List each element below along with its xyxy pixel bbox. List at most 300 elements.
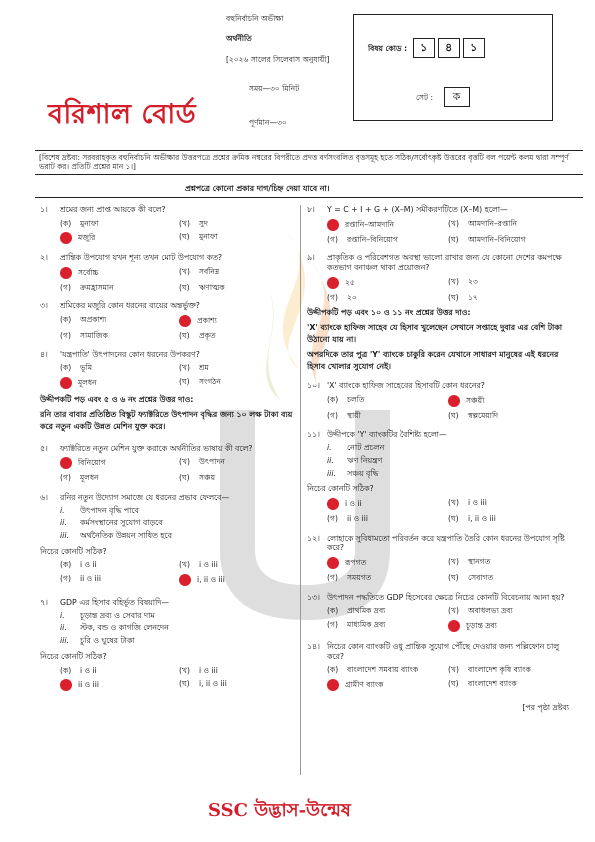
- question-block: [40, 253, 298, 292]
- board-title: বরিশাল বোর্ড: [48, 99, 197, 130]
- option-letter: (ঘ): [448, 234, 459, 244]
- option-letter: (গ): [60, 331, 71, 341]
- statement-item: [307, 456, 569, 466]
- answer-option[interactable]: [448, 219, 569, 231]
- question-7: [40, 598, 298, 691]
- option-text: মূলধন: [78, 377, 97, 387]
- header-divider: [35, 197, 583, 198]
- option-letter: (গ): [327, 410, 338, 420]
- question-stem: [40, 444, 298, 454]
- answer-option[interactable]: [448, 679, 569, 691]
- answer-option[interactable]: [60, 560, 179, 569]
- question-number: ৩।: [40, 301, 48, 311]
- statement-text: সঞ্চয় বৃদ্ধি: [347, 468, 379, 478]
- answer-option[interactable]: [60, 331, 179, 340]
- option-text: ii ও iii: [347, 514, 368, 524]
- option-text: ১৭: [468, 292, 478, 302]
- answer-option[interactable]: [327, 498, 448, 510]
- question-number: ৮।: [307, 205, 315, 214]
- question-text: ফ্যাক্টরিতে নতুন মেশিন যুক্ত করাকে অর্থনীতির ভাষায় কী বলে?: [60, 443, 253, 453]
- answer-marked-icon: [327, 557, 339, 569]
- question-stem: [40, 205, 298, 215]
- question-block: [307, 253, 569, 302]
- option-text: অপ্রকাশ্য: [80, 315, 107, 325]
- answer-option[interactable]: [60, 219, 179, 228]
- option-letter: (ক): [60, 363, 72, 373]
- statement-item: [40, 636, 298, 646]
- option-letter: (খ): [179, 218, 190, 228]
- option-text: বাংলাদেশ ব্যাংক: [468, 678, 517, 688]
- question-number: ২।: [40, 253, 48, 263]
- questions-1-4: [40, 205, 298, 389]
- question-prompt: নিচের কোনটি সঠিক?: [40, 651, 107, 661]
- answer-option[interactable]: [448, 557, 569, 569]
- answer-option[interactable]: [327, 557, 448, 569]
- question-number: ৯।: [307, 253, 315, 263]
- option-letter: (খ): [448, 557, 459, 567]
- option-letter: (ঘ): [179, 232, 190, 242]
- question-number: ৭।: [40, 597, 48, 607]
- option-letter: (ঘ): [179, 679, 190, 689]
- answer-option[interactable]: [179, 377, 298, 389]
- option-text: প্রকাশ্য: [197, 316, 217, 326]
- option-text: i, ii ও iii: [199, 679, 227, 689]
- question-number: ৫।: [40, 443, 48, 453]
- question-5: [40, 444, 298, 483]
- option-text: i ও ii: [345, 499, 362, 509]
- option-text: সংগঠন: [199, 376, 221, 386]
- option-letter: (খ): [179, 665, 190, 675]
- options-grid: [40, 315, 298, 340]
- answer-option[interactable]: [327, 411, 448, 420]
- option-letter: (ঘ): [448, 514, 459, 524]
- question-text: 'যন্ত্রপাতি' উৎপাদনের কোন ধরনের উপকরণ?: [60, 349, 200, 359]
- answer-marked-icon: [448, 395, 460, 407]
- question-text: লোহাকে সুবিধামতো পরিবর্তন করে যন্ত্রপাতি তৈরি কোন ধরনের উপযোগ সৃষ্টি করে?: [327, 533, 565, 553]
- option-text: সময়গত: [347, 573, 372, 583]
- question-10: [307, 381, 569, 420]
- statement-text: চুরি ও ঘুষের টাকা: [80, 636, 135, 646]
- option-text: i ও iii: [199, 560, 218, 570]
- option-text: সর্বনিম্ন: [199, 266, 220, 276]
- option-text: মুনাফা: [80, 218, 99, 228]
- answer-option[interactable]: [448, 573, 569, 582]
- stem-10-11: [307, 308, 569, 373]
- statement-text: অর্থনৈতিক উন্নয়ন সাধিত হবে: [80, 530, 172, 540]
- option-letter: (গ): [327, 573, 338, 583]
- stem-intro: উদ্দীপকটি পড় এবং ৫ ও ৬ নং প্রশ্নের উত্তর দাও:: [40, 394, 194, 404]
- question-prompt: নিচের কোনটি সঠিক?: [307, 484, 374, 494]
- option-text: আমদানি–রপ্তানি: [468, 218, 518, 228]
- option-text: i ও iii: [199, 665, 218, 675]
- answer-option[interactable]: [448, 665, 569, 674]
- answer-option[interactable]: [60, 267, 179, 279]
- option-letter: (ক): [60, 560, 72, 570]
- instructions-box: [35, 150, 583, 175]
- answer-option[interactable]: [448, 498, 569, 510]
- option-letter: (খ): [179, 457, 190, 467]
- question-stem: [307, 205, 569, 215]
- footer-brand: SSC উদ্ভাস-উন্মেষ: [208, 800, 351, 821]
- option-text: ঋণাত্মক: [199, 282, 225, 292]
- option-text: রপ্তানি–বিনিয়োগ: [347, 234, 398, 244]
- answer-option[interactable]: [60, 457, 179, 469]
- no-marks-warning: প্রশ্নপত্রে কোনো প্রকার দাগ/চিহ্ন দেয়া যাবে না।: [185, 184, 330, 193]
- option-letter: (ক): [60, 315, 72, 325]
- stem-para-2: অপরদিকে তার পুত্র 'Y' ব্যাংকে চাকুরি করেন যেখানে সাধারণ মানুষের এই ধরনের হিসাব খোলার সুযোগ নেই।: [307, 350, 559, 372]
- exam-type: বহুনির্বাচনি অভীক্ষা: [226, 14, 284, 23]
- statement-item: [40, 506, 298, 516]
- stem-5-6: [40, 395, 298, 434]
- option-letter: (ঘ): [448, 678, 459, 688]
- option-text: ২৫: [345, 277, 355, 287]
- answer-marked-icon: [327, 498, 339, 510]
- answer-option[interactable]: [60, 363, 179, 372]
- question-text: Y = C + I + G + (X–M) সমীকরণটিতে (X–M) হলো—: [327, 205, 508, 214]
- answer-option[interactable]: [179, 679, 298, 691]
- statement-item: [307, 469, 569, 479]
- statement-numeral: i.: [60, 505, 65, 515]
- option-text: রূপগত: [345, 558, 367, 568]
- option-text: সুদ: [199, 218, 209, 228]
- answer-option[interactable]: [327, 514, 448, 523]
- option-letter: (খ): [448, 606, 459, 616]
- question-number: ১২।: [307, 533, 320, 543]
- option-text: উৎপাদন: [199, 457, 225, 467]
- answer-option[interactable]: [179, 219, 298, 228]
- right-column: [307, 205, 569, 712]
- question-stem: [307, 381, 569, 391]
- option-letter: (খ): [448, 276, 459, 286]
- question-prompt: নিচের কোনটি সঠিক?: [40, 546, 107, 556]
- question-block: [307, 205, 569, 244]
- option-text: বাংলাদেশ কৃষি ব্যাংক: [468, 665, 531, 675]
- answer-option[interactable]: [448, 606, 569, 615]
- option-text: মজুরি: [78, 233, 96, 243]
- code-label: বিষয় কোড :: [368, 44, 408, 53]
- question-block: [40, 350, 298, 389]
- answer-option[interactable]: [327, 293, 448, 302]
- question-text: উদ্দীপকে 'Y' ব্যাংকটির বৈশিষ্ট্য হলো—: [327, 430, 447, 440]
- option-text: ২৩: [468, 276, 478, 286]
- answer-option[interactable]: [60, 377, 179, 389]
- question-number: ১৩।: [307, 592, 320, 602]
- answer-option[interactable]: [448, 277, 569, 289]
- statement-item: [40, 611, 298, 621]
- answer-option[interactable]: [327, 219, 448, 231]
- option-text: স্থায়ী: [347, 410, 361, 420]
- statement-numeral: ii.: [327, 455, 334, 465]
- option-letter: (খ): [179, 266, 190, 276]
- option-text: i ও iii: [468, 498, 487, 508]
- question-stem: [40, 493, 298, 503]
- set-code: [416, 87, 470, 107]
- option-text: শ্রম: [199, 363, 209, 373]
- statement-item: [40, 623, 298, 633]
- answer-marked-icon: [179, 574, 191, 586]
- question-number: ১০।: [307, 381, 320, 391]
- option-letter: (গ): [327, 234, 338, 244]
- statement-numeral: ii.: [60, 623, 67, 633]
- answer-option[interactable]: [327, 620, 448, 632]
- question-stem: [307, 642, 569, 661]
- question-text: শ্রমের জন্য প্রাপ্ত আয়কে কী বলে?: [60, 205, 166, 214]
- question-text: প্রাকৃতিক ও পরিবেশগত অবস্থা ভালো রাখার জন্য যে কোনো দেশের কমপক্ষে কতভাগ বনাঞ্চল থাকা প্রয়োজন?: [327, 253, 562, 272]
- options-grid: [307, 557, 569, 582]
- option-letter: (ক): [327, 394, 339, 404]
- option-text: ভূমি: [80, 363, 93, 373]
- option-text: প্রাথমিক দ্রব্য: [347, 606, 386, 616]
- answer-option[interactable]: [179, 267, 298, 279]
- option-letter: (ঘ): [179, 376, 190, 386]
- question-text: GDP এর হিসাব বহির্ভূত বিষয়াদি—: [60, 597, 170, 607]
- statement-text: নোট প্রচলন: [347, 443, 385, 453]
- question-6: [40, 493, 298, 586]
- option-text: চূড়ান্ত দ্রব্য: [466, 620, 497, 630]
- options-grid: [307, 395, 569, 420]
- option-text: বিনিয়োগ: [78, 458, 106, 468]
- answer-option[interactable]: [179, 574, 298, 586]
- answer-marked-icon: [60, 232, 72, 244]
- option-letter: (ঘ): [179, 282, 190, 292]
- option-letter: (ক): [327, 606, 339, 616]
- stem-para-1: 'X' ব্যাংকে হাফিজ সাহেব যে হিসাব খুলেছেন সেখানে সপ্তাহে দুবার এর বেশি টাকা উঠানো যায় না।: [307, 322, 563, 344]
- question-stem: [40, 350, 298, 360]
- option-text: বাংলাদেশ সমবায় ব্যাংক: [347, 665, 419, 675]
- question-14: [307, 642, 569, 691]
- question-block: [40, 301, 298, 340]
- answer-option[interactable]: [448, 395, 569, 407]
- answer-marked-icon: [448, 620, 460, 632]
- code-set-box: [353, 14, 553, 121]
- options-grid: [40, 267, 298, 292]
- statement-numeral: iii.: [327, 468, 336, 478]
- option-text: সঞ্চয়ী: [466, 395, 485, 405]
- question-text: উৎপাদন পদ্ধতিতে GDP হিসেবের ক্ষেত্রে নিচের কোনটি বিবেচনায় আনা হয়?: [327, 592, 565, 602]
- statement-numeral: iii.: [60, 530, 69, 540]
- answer-marked-icon: [327, 679, 339, 691]
- option-letter: (গ): [60, 282, 71, 292]
- option-letter: (গ): [60, 573, 71, 583]
- answer-marked-icon: [179, 315, 191, 327]
- code-digit: ১: [413, 38, 435, 58]
- statement-numeral: i.: [60, 610, 65, 620]
- answer-option[interactable]: [448, 514, 569, 523]
- questions-8-9: [307, 205, 569, 302]
- answer-option[interactable]: [179, 473, 298, 482]
- options-grid: [307, 665, 569, 690]
- option-text: রপ্তানি–আমদানি: [345, 219, 395, 229]
- stem-body: রনি তার বাবার প্রতিষ্ঠিত বিস্কুট ফ্যাক্টরিতে উৎপাদন বৃদ্ধির জন্য ১০ লক্ষ টাকা ব্যয় করে নতুন একটি উন্নত মেশিন যুক্ত করে।: [40, 409, 293, 432]
- option-letter: (ক): [60, 665, 72, 675]
- statement-numeral: iii.: [60, 636, 69, 646]
- question-11: [307, 430, 569, 523]
- question-number: ৪।: [40, 349, 48, 359]
- option-letter: (ঘ): [448, 292, 459, 302]
- option-letter: (খ): [448, 218, 459, 228]
- option-text: সামাজিক: [80, 331, 108, 341]
- option-letter: (ক): [60, 218, 72, 228]
- statement-text: ঋণ নিয়ন্ত্রণ: [347, 455, 383, 465]
- option-letter: (খ): [448, 498, 459, 508]
- option-text: গ্রামীণ ব্যাংক: [345, 679, 384, 689]
- answer-option[interactable]: [179, 666, 298, 675]
- answer-marked-icon: [60, 267, 72, 279]
- question-stem: [40, 253, 298, 263]
- option-letter: (ঘ): [448, 410, 459, 420]
- answer-option[interactable]: [60, 315, 179, 327]
- question-text: নিচের কোন ব্যাংকটি ওধু প্রান্তিক সুযোগ পৌঁছে দেওয়ার জন্য পল্লিফোন চালু করে?: [327, 641, 560, 661]
- question-stem: [307, 253, 569, 272]
- question-number: ৬।: [40, 492, 48, 502]
- answer-option[interactable]: [448, 411, 569, 420]
- answer-option[interactable]: [60, 283, 179, 292]
- answer-option[interactable]: [327, 235, 448, 244]
- statement-text: চূড়ান্ত দ্রব্য ও সেবার দাম: [80, 610, 155, 620]
- option-letter: (খ): [448, 665, 459, 675]
- option-text: প্রকৃত: [199, 331, 216, 341]
- option-letter: (গ): [327, 619, 338, 629]
- answer-option[interactable]: [60, 666, 179, 675]
- statement-text: উৎপাদন বৃদ্ধি পাবে: [80, 505, 139, 515]
- answer-marked-icon: [327, 219, 339, 231]
- answer-option[interactable]: [327, 679, 448, 691]
- turn-over-note: [পর পৃষ্ঠা দ্রষ্টব্য: [522, 702, 569, 712]
- answer-option[interactable]: [448, 235, 569, 244]
- option-letter: (ঘ): [179, 473, 190, 483]
- code-digit: ৪: [438, 38, 460, 58]
- code-digit: ১: [463, 38, 485, 58]
- answer-option[interactable]: [179, 457, 298, 469]
- options-grid: [40, 363, 298, 388]
- set-value: ক: [444, 87, 470, 107]
- option-text: i ও ii: [80, 665, 97, 675]
- answer-marked-icon: [60, 457, 72, 469]
- statement-numeral: i.: [327, 443, 332, 453]
- question-number: ১১।: [307, 430, 320, 440]
- statement-text: স্টক, বন্ড ও কাগজি লেনদেন: [80, 623, 169, 633]
- option-letter: (খ): [179, 363, 190, 373]
- option-letter: (ঘ): [448, 573, 459, 583]
- option-text: অবাধলভ্য দ্রব্য: [468, 606, 513, 616]
- option-letter: (খ): [179, 560, 190, 570]
- answer-option[interactable]: [327, 573, 448, 582]
- answer-option[interactable]: [60, 473, 179, 482]
- set-label: সেট :: [416, 93, 433, 102]
- option-text: মুনাফা: [199, 232, 218, 242]
- answer-option[interactable]: [327, 395, 448, 407]
- stem-intro: উদ্দীপকটি পড় এবং ১০ ও ১১ নং প্রশ্নের উত্তর দাও:: [307, 308, 471, 318]
- answer-marked-icon: [60, 679, 72, 691]
- question-stem: [307, 534, 569, 553]
- answer-marked-icon: [327, 277, 339, 289]
- question-number: ১।: [40, 205, 48, 214]
- option-text: সর্বোচ্চ: [78, 267, 99, 277]
- option-text: i ও ii: [80, 560, 97, 570]
- subject-name: অর্থনীতি: [226, 34, 252, 43]
- left-column: [40, 205, 298, 691]
- question-13: [307, 593, 569, 632]
- options-grid: [307, 498, 569, 523]
- option-text: সেবাগত: [468, 573, 494, 583]
- option-text: স্থানগত: [468, 557, 491, 567]
- statement-numeral: ii.: [60, 518, 67, 528]
- subject-code: [368, 38, 485, 58]
- question-stem: [40, 598, 298, 608]
- options-grid: [307, 606, 569, 631]
- option-letter: (গ): [327, 514, 338, 524]
- answer-option[interactable]: [179, 232, 298, 244]
- option-text: ২০: [347, 292, 357, 302]
- options-grid: [40, 560, 298, 585]
- option-text: মূলধন: [80, 473, 99, 483]
- answer-option[interactable]: [179, 560, 298, 569]
- option-letter: (ঘ): [179, 331, 190, 341]
- answer-option[interactable]: [179, 283, 298, 292]
- instructions-text: [বিশেষ দ্রষ্টব্য: সরবরাহকৃত বহুনির্বাচনি অভীক্ষার উত্তরপত্রে প্রশ্নের ক্রমিক নম্বরের বিপরীতে প্রদত্ত বর্ণসংবলিত বৃত্তসমূহ হতে সঠিক/সর্বোৎকৃষ্ট উত্তরের বৃত্তটি বল পয়েন্ট কলম দ্বারা সম্পূর্ণ ভরাট কর। প্রতিটি প্রশ্নের মান ১।]: [39, 153, 569, 172]
- answer-option[interactable]: [60, 574, 179, 586]
- syllabus-note: [২০২৬ সালের সিলেবাস অনুযায়ী]: [226, 55, 330, 64]
- options-grid: [307, 219, 569, 244]
- answer-option[interactable]: [327, 277, 448, 289]
- statement-item: [40, 518, 298, 528]
- options-grid: [40, 219, 298, 244]
- options-grid: [40, 457, 298, 482]
- option-text: চলতি: [347, 394, 365, 404]
- option-letter: (গ): [60, 473, 71, 483]
- option-text: ii ও iii: [78, 680, 99, 690]
- question-12: [307, 534, 569, 583]
- option-text: i, ii ও iii: [197, 574, 225, 584]
- question-text: শ্রমিকের মজুরি কোন ধরনের ব্যয়ের অন্তর্ভুক্ত?: [60, 301, 200, 311]
- question-stem: [307, 430, 569, 440]
- time-limit: সময়—৩০ মিনিট: [249, 84, 300, 93]
- answer-option[interactable]: [448, 620, 569, 632]
- question-stem: [40, 301, 298, 311]
- options-grid: [307, 277, 569, 302]
- question-text: 'X' ব্যাংকে হাফিজ সাহেবের হিসাবটি কোন ধরনের?: [327, 381, 485, 391]
- answer-option[interactable]: [327, 665, 448, 674]
- answer-option[interactable]: [327, 606, 448, 615]
- answer-option[interactable]: [60, 679, 179, 691]
- option-text: ii ও iii: [80, 573, 101, 583]
- option-text: আমদানি–বিনিয়োগ: [468, 234, 526, 244]
- answer-option[interactable]: [179, 331, 298, 340]
- column-divider: [300, 205, 301, 775]
- full-marks: পূর্ণমান—৩০: [249, 118, 287, 127]
- option-text: মাধ্যমিক দ্রব্য: [347, 619, 386, 629]
- question-text: রনির নতুন উদ্যোগ সমাজে যে ধরনের প্রভাব ফেলবে—: [60, 492, 230, 502]
- answer-option[interactable]: [60, 232, 179, 244]
- options-grid: [40, 666, 298, 691]
- question-stem: [307, 593, 569, 603]
- statement-text: কর্মসংস্থানের সুযোগ বাড়বে: [80, 518, 163, 528]
- option-text: স্বল্পমেয়াদি: [468, 410, 499, 420]
- answer-option[interactable]: [448, 293, 569, 302]
- option-text: ক্রমহ্রাসমান: [80, 282, 114, 292]
- question-block: [40, 205, 298, 244]
- question-text: প্রান্তিক উপযোগ যখন শূন্য তখন মোট উপযোগ কত?: [60, 253, 223, 263]
- question-number: ১৪।: [307, 641, 320, 651]
- answer-marked-icon: [60, 377, 72, 389]
- answer-option[interactable]: [179, 363, 298, 372]
- option-text: সঞ্চয়: [199, 473, 216, 483]
- option-letter: (ক): [327, 665, 339, 675]
- option-letter: (গ): [327, 292, 338, 302]
- statement-item: [307, 443, 569, 453]
- statement-item: [40, 531, 298, 541]
- answer-option[interactable]: [179, 315, 298, 327]
